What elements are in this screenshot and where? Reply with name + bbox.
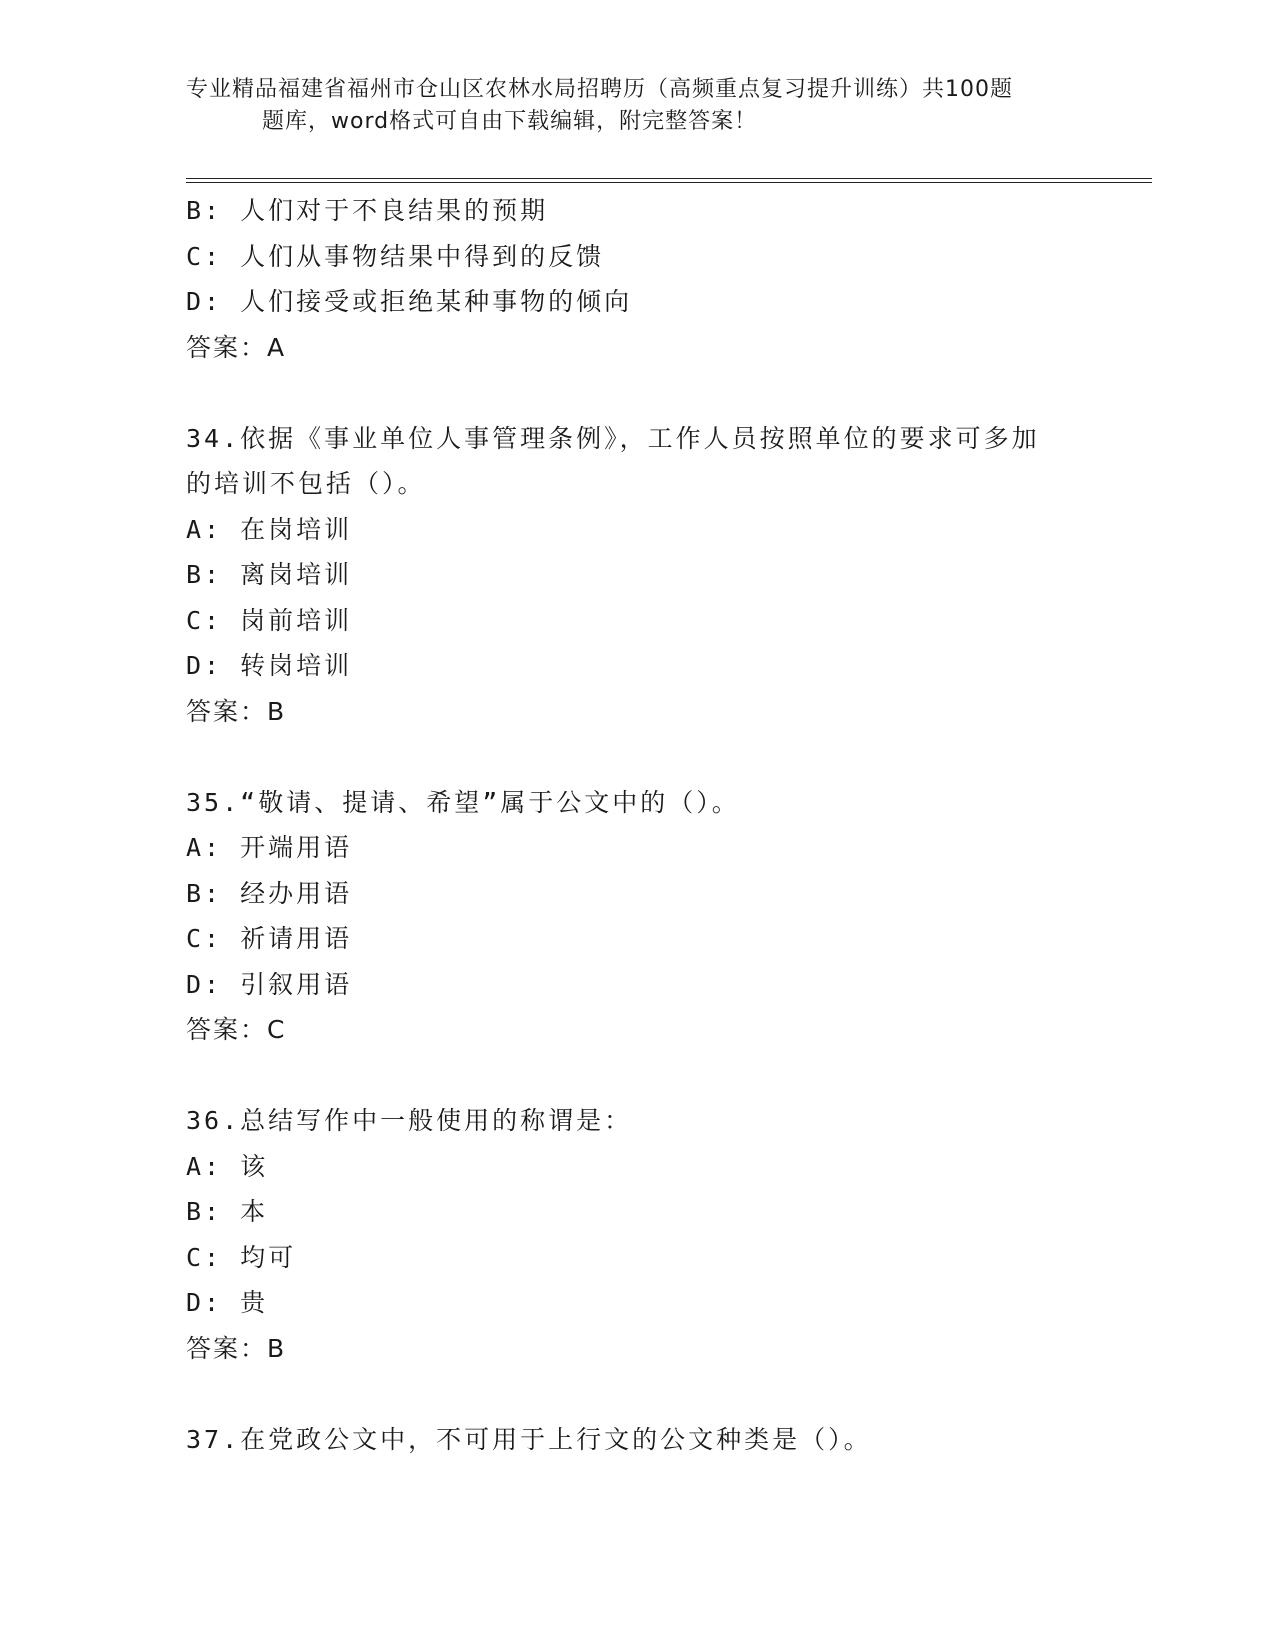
question-list — [186, 188, 1086, 1462]
answer: 答案：B — [186, 696, 287, 726]
header-title-line-2: 题库，word格式可自由下载编辑，附完整答案！ — [262, 109, 758, 134]
option-b: B: 本 — [186, 1197, 269, 1226]
question-stem: 35.“敬请、提请、希望”属于公文中的（）。 — [186, 787, 740, 817]
header-title-line-1: 专业精品福建省福州市仓山区农林水局招聘历（高频重点复习提升训练）共100题 — [186, 77, 1013, 102]
option-b: B: 离岗培训 — [186, 560, 353, 589]
question-stem: 36.总结写作中一般使用的称谓是： — [186, 1106, 633, 1135]
document-header — [186, 74, 1086, 138]
spacer — [186, 1053, 1086, 1099]
question-37 — [186, 1417, 1086, 1463]
question-36 — [186, 1098, 1086, 1371]
spacer — [186, 1371, 1086, 1417]
option-c: C: 人们从事物结果中得到的反馈 — [186, 241, 605, 271]
option-c: C: 均可 — [186, 1242, 297, 1272]
question-34 — [186, 416, 1086, 735]
answer: 答案：B — [186, 1333, 287, 1363]
question-35 — [186, 780, 1086, 1053]
question-stem: 37.在党政公文中，不可用于上行文的公文种类是（）。 — [186, 1424, 872, 1454]
answer: 答案：A — [186, 332, 287, 362]
spacer — [186, 734, 1086, 780]
question-stem-continued: 的培训不包括（）。 — [186, 469, 426, 498]
option-b: B: 经办用语 — [186, 878, 353, 908]
option-a: A: 开端用语 — [186, 833, 353, 862]
option-d: D: 贵 — [186, 1288, 269, 1317]
option-d: D: 人们接受或拒绝某种事物的倾向 — [186, 287, 633, 316]
option-a: A: 该 — [186, 1151, 269, 1181]
spacer — [186, 370, 1086, 416]
question-33-tail — [186, 188, 1086, 370]
header-divider-bottom — [186, 182, 1152, 183]
option-d: D: 引叙用语 — [186, 969, 353, 999]
header-divider-top — [186, 178, 1152, 179]
question-stem: 34.依据《事业单位人事管理条例》，工作人员按照单位的要求可多加 — [186, 423, 1040, 453]
answer: 答案：C — [186, 1015, 287, 1044]
option-c: C: 祈请用语 — [186, 924, 353, 953]
option-d: D: 转岗培训 — [186, 651, 353, 680]
option-a: A: 在岗培训 — [186, 514, 353, 544]
option-b: B: 人们对于不良结果的预期 — [186, 196, 549, 225]
option-c: C: 岗前培训 — [186, 605, 353, 635]
